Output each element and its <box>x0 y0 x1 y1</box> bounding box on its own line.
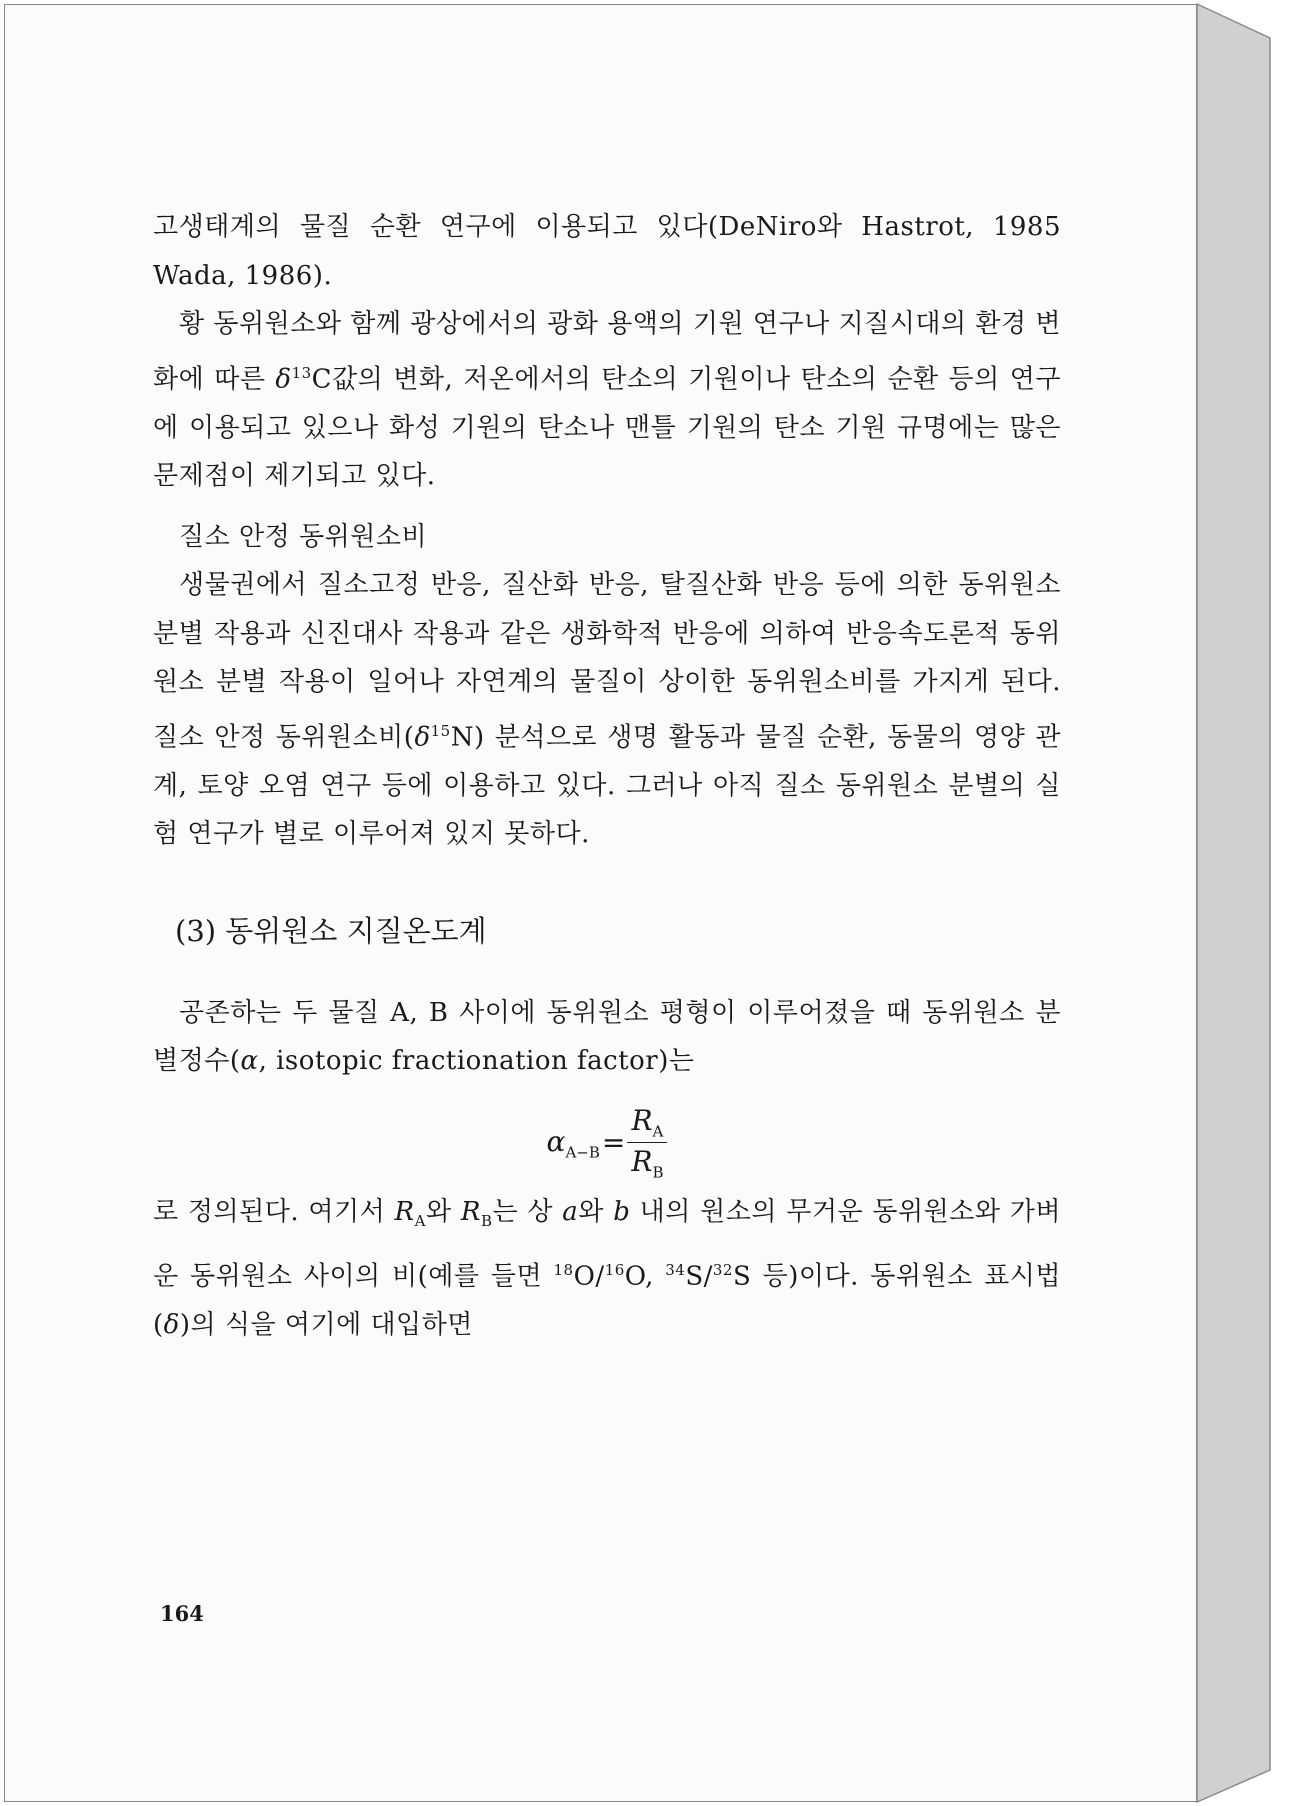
p5-s1: S/ <box>685 1261 713 1292</box>
page-number: 164 <box>160 1601 204 1626</box>
p5-sup18: 18 <box>553 1260 574 1279</box>
paragraph-5 <box>153 1188 1061 1349</box>
paragraph-3-text-b: N) 분석으로 생명 활동과 물질 순환, 동물의 영양 관계, 토양 오염 연구 등에 이용하고 있다. 그러나 아직 질소 동위원소 분별의 실험 연구가 별로 이루어져 있지 못하다. <box>153 722 1062 850</box>
p5-d: 와 <box>578 1196 614 1227</box>
p5-phase-b: b <box>613 1196 631 1227</box>
alpha-symbol: α <box>240 1046 259 1077</box>
p5-ra-sub: A <box>414 1212 426 1230</box>
numerator-r: R <box>631 1103 653 1137</box>
paragraph-3 <box>153 561 1061 859</box>
equation-denominator <box>627 1143 667 1182</box>
superscript-13: 13 <box>291 363 312 382</box>
p5-sup34: 34 <box>665 1260 686 1279</box>
equation-numerator <box>627 1104 667 1144</box>
page <box>4 4 1197 1802</box>
subheading: 질소 안정 동위원소비 <box>179 521 428 552</box>
section-title: (3) 동위원소 지질온도계 <box>175 913 487 948</box>
denominator-subscript: B <box>652 1164 664 1182</box>
delta-symbol: δ <box>414 722 431 753</box>
paragraph-1-text: 고생태계의 물질 순환 연구에 이용되고 있다(DeNiro와 Hastrot, 1985 Wada, 1986). <box>153 212 1061 291</box>
p5-sup16: 16 <box>604 1260 625 1279</box>
p5-c: 는 상 <box>492 1196 563 1227</box>
p5-rb-sub: B <box>480 1212 493 1230</box>
fractionation-equation <box>153 1103 1061 1182</box>
p5-rb: R <box>460 1196 481 1227</box>
equation-lhs <box>547 1125 600 1162</box>
equation-lhs-subscript: A−B <box>565 1143 600 1162</box>
p5-phase-a: a <box>562 1196 579 1227</box>
paragraph-4 <box>153 989 1061 1086</box>
paragraph-1 <box>153 203 1061 300</box>
page-content <box>153 203 1061 1349</box>
p5-o2: O, <box>624 1261 666 1292</box>
paragraph-3-text-a: 생물권에서 질소고정 반응, 질산화 반응, 탈질산화 반응 등에 의한 동위원소 분별 작용과 신진대사 작용과 같은 생화학적 반응에 의하여 반응속도론적 동위원소 분별 작용이 일어나 자연계의 물질이 상이한 동위원소비를 가지게 된다. 질소 안정 동위원소비( <box>153 570 1061 753</box>
superscript-15: 15 <box>430 721 451 740</box>
p5-e: 내의 원소의 무거운 동위원소와 가벼운 동위원소 사이의 비(예를 들면 <box>153 1196 1061 1292</box>
p5-s2: S 등)이다. 동위원소 표시법( <box>153 1261 1061 1340</box>
numerator-subscript: A <box>652 1122 664 1141</box>
p5-delta: δ <box>163 1309 180 1340</box>
denominator-r: R <box>631 1145 653 1179</box>
paragraph-2-text-b: C값의 변화, 저온에서의 탄소의 기원이나 탄소의 순환 등의 연구에 이용되고 있으나 화성 기원의 탄소나 맨틀 기원의 탄소 기원 규명에는 많은 문제점이 제기되고 있다. <box>153 364 1061 492</box>
p5-sup32: 32 <box>712 1260 733 1279</box>
p5-ra: R <box>394 1196 415 1227</box>
p5-o1: O/ <box>573 1261 605 1292</box>
paragraph-2-text-a: 황 동위원소와 함께 광상에서의 광화 용액의 기원 연구나 지질시대의 환경 변화에 따른 <box>153 309 1061 395</box>
equation-equals: = <box>601 1126 626 1160</box>
p5-b: 와 <box>425 1196 461 1227</box>
paragraph-2 <box>153 300 1061 501</box>
equation-fraction <box>627 1104 667 1182</box>
p5-f: )의 식을 여기에 대입하면 <box>179 1309 473 1340</box>
p5-a: 로 정의된다. 여기서 <box>153 1196 395 1227</box>
paragraph-4-text-b: , isotopic fractionation factor)는 <box>258 1046 695 1077</box>
paragraph-4-text-a: 공존하는 두 물질 A, B 사이에 동위원소 평형이 이루어졌을 때 동위원소 분별정수( <box>153 997 1061 1077</box>
equation-alpha: α <box>546 1124 566 1158</box>
delta-symbol: δ <box>275 364 292 395</box>
